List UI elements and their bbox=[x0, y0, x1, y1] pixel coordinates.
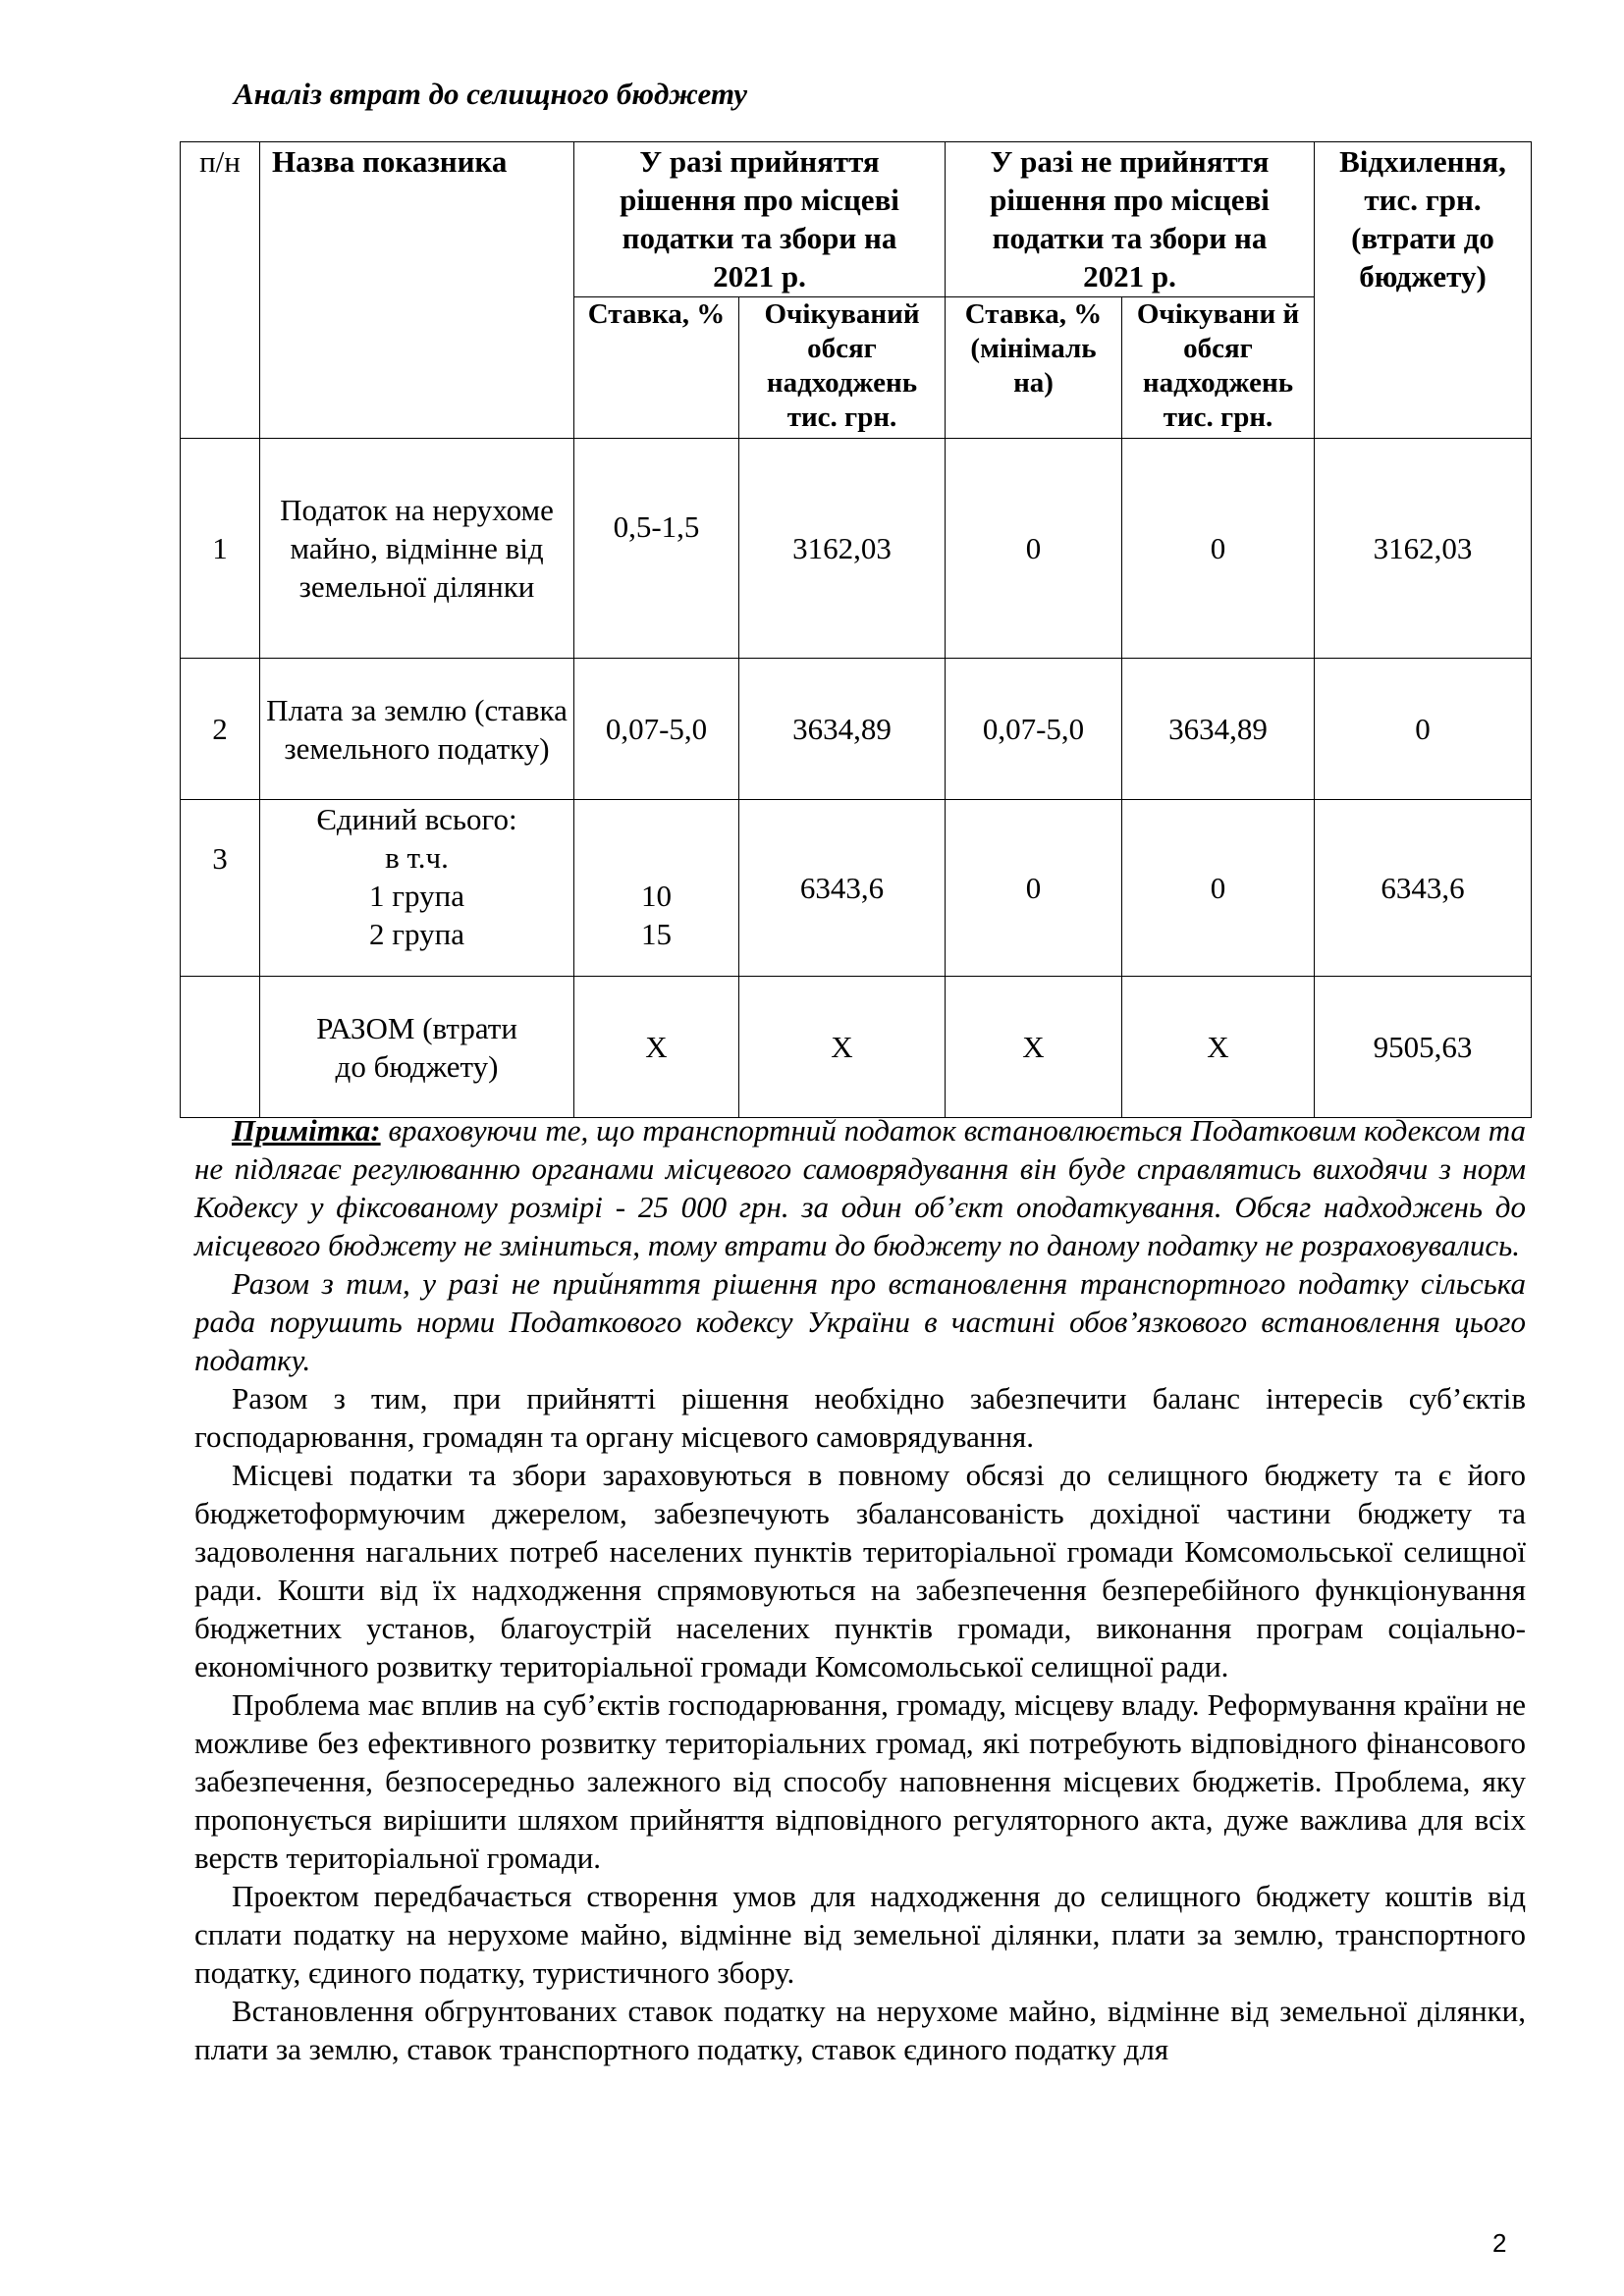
row-volume-not-adopted: Х bbox=[1122, 977, 1315, 1118]
header-deviation: Відхилення, тис. грн. (втрати до бюджету) bbox=[1315, 142, 1532, 439]
body-text bbox=[194, 1111, 1526, 2068]
paragraph: Місцеві податки та збори зараховуються в повному обсязі до селищного бюджету та є його бюджетоформуючим джерелом, забезпечують збалансованість дохідної частини бюджету та задоволення нагальних потреб населених пунктів територіальної громади Комсомольської селищної ради. Кошти від їх надходження спрямовуються на забезпечення безперебійного функціонування бюджетних установ, благоустрій населених пунктів громади, виконання програм соціально-економічного розвитку територіальної громади Комсомольської селищної ради. bbox=[194, 1458, 1526, 1683]
paragraph: Встановлення обгрунтованих ставок податку на нерухоме майно, відмінне від земельної ділянки, плати за землю, ставок транспортного податку, ставок єдиного податку для bbox=[194, 1994, 1526, 2066]
row-name-line: 1 група bbox=[369, 879, 464, 913]
row-deviation: 0 bbox=[1315, 659, 1532, 800]
row-num bbox=[181, 977, 260, 1118]
row-name-line: в т.ч. bbox=[385, 840, 449, 875]
row-volume-adopted: 3162,03 bbox=[739, 439, 946, 659]
row-name-line: 2 група bbox=[369, 917, 464, 951]
row-volume-not-adopted: 0 bbox=[1122, 439, 1315, 659]
row-name: Податок на нерухоме майно, відмінне від земельної ділянки bbox=[260, 439, 574, 659]
header-rate-not-adopted: Ставка, % (мінімаль на) bbox=[946, 297, 1122, 439]
row-name: Плата за землю (ставка земельного податку) bbox=[260, 659, 574, 800]
table-header-row bbox=[181, 142, 1532, 297]
note-label: Примітка: bbox=[232, 1113, 381, 1148]
row-rate-adopted: 0,07-5,0 bbox=[574, 659, 739, 800]
row-rate-adopted: Х bbox=[574, 977, 739, 1118]
row-rate-not-adopted: 0 bbox=[946, 439, 1122, 659]
note-paragraph bbox=[194, 1111, 1526, 1264]
paragraph: Проблема має вплив на суб’єктів господарювання, громаду, місцеву владу. Реформування країни не можливе без ефективного розвитку територіальних громад, які потребують відповідного фінансового забезпечення, безпосередньо залежного від способу наповнення місцевих бюджетів. Проблема, яку пропонується вирішити шляхом прийняття відповідного регуляторного акта, дуже важлива для всіх верств територіальної громади. bbox=[194, 1687, 1526, 1875]
table-row-total bbox=[181, 977, 1532, 1118]
document-title: Аналіз втрат до селищного бюджету bbox=[234, 77, 747, 111]
row-name: РАЗОМ (втрати до бюджету) bbox=[260, 977, 574, 1118]
table-row bbox=[181, 659, 1532, 800]
row-num: 2 bbox=[181, 659, 260, 800]
header-name: Назва показника bbox=[260, 142, 574, 439]
loss-analysis-table bbox=[180, 141, 1532, 1118]
row-volume-adopted: Х bbox=[739, 977, 946, 1118]
table-row bbox=[181, 800, 1532, 977]
header-num: п/н bbox=[181, 142, 260, 439]
row-rate-not-adopted: 0 bbox=[946, 800, 1122, 977]
row-volume-adopted: 6343,6 bbox=[739, 800, 946, 977]
row-rate-line: 10 bbox=[641, 879, 672, 913]
row-deviation: 6343,6 bbox=[1315, 800, 1532, 977]
paragraph: Разом з тим, при прийнятті рішення необхідно забезпечити баланс інтересів суб’єктів господарювання, громадян та органу місцевого самоврядування. bbox=[194, 1381, 1526, 1454]
row-rate-not-adopted: 0,07-5,0 bbox=[946, 659, 1122, 800]
note-text: враховуючи те, що транспортний податок встановлюється Податковим кодексом та не підлягає регулюванню органами місцевого самоврядування він буде справлятись виходячи з норм Кодексу у фіксованому розмірі - 25 000 грн. за один об’єкт оподаткування. Обсяг надходжень до місцевого бюджету не зміниться, тому втрати до бюджету по даному податку не розраховувались. bbox=[194, 1113, 1526, 1262]
row-name-line: Єдиний всього: bbox=[316, 802, 517, 836]
row-volume-not-adopted: 3634,89 bbox=[1122, 659, 1315, 800]
page-number: 2 bbox=[1492, 2228, 1507, 2258]
row-deviation: 3162,03 bbox=[1315, 439, 1532, 659]
row-volume-not-adopted: 0 bbox=[1122, 800, 1315, 977]
row-name bbox=[260, 800, 574, 977]
row-rate-adopted: 0,5-1,5 bbox=[574, 439, 739, 659]
row-rate-not-adopted: Х bbox=[946, 977, 1122, 1118]
header-not-adopted: У разі не прийняття рішення про місцеві податки та збори на 2021 р. bbox=[946, 142, 1315, 297]
row-rate-adopted bbox=[574, 800, 739, 977]
header-rate-adopted: Ставка, % bbox=[574, 297, 739, 439]
row-num: 1 bbox=[181, 439, 260, 659]
header-volume-adopted: Очікуваний обсяг надходжень тис. грн. bbox=[739, 297, 946, 439]
paragraph: Проектом передбачається створення умов для надходження до селищного бюджету коштів від сплати податку на нерухоме майно, відмінне від земельної ділянки, плати за землю, транспортного податку, єдиного податку, туристичного збору. bbox=[194, 1879, 1526, 1990]
row-volume-adopted: 3634,89 bbox=[739, 659, 946, 800]
row-rate-line: 15 bbox=[641, 917, 672, 951]
header-adopted: У разі прийняття рішення про місцеві податки та збори на 2021 р. bbox=[574, 142, 946, 297]
row-num: 3 bbox=[181, 800, 260, 977]
header-volume-not-adopted: Очікувани й обсяг надходжень тис. грн. bbox=[1122, 297, 1315, 439]
table-row bbox=[181, 439, 1532, 659]
row-deviation: 9505,63 bbox=[1315, 977, 1532, 1118]
paragraph: Разом з тим, у разі не прийняття рішення про встановлення транспортного податку сільська рада порушить норми Податкового кодексу України в частині обов’язкового встановлення цього податку. bbox=[194, 1266, 1526, 1377]
